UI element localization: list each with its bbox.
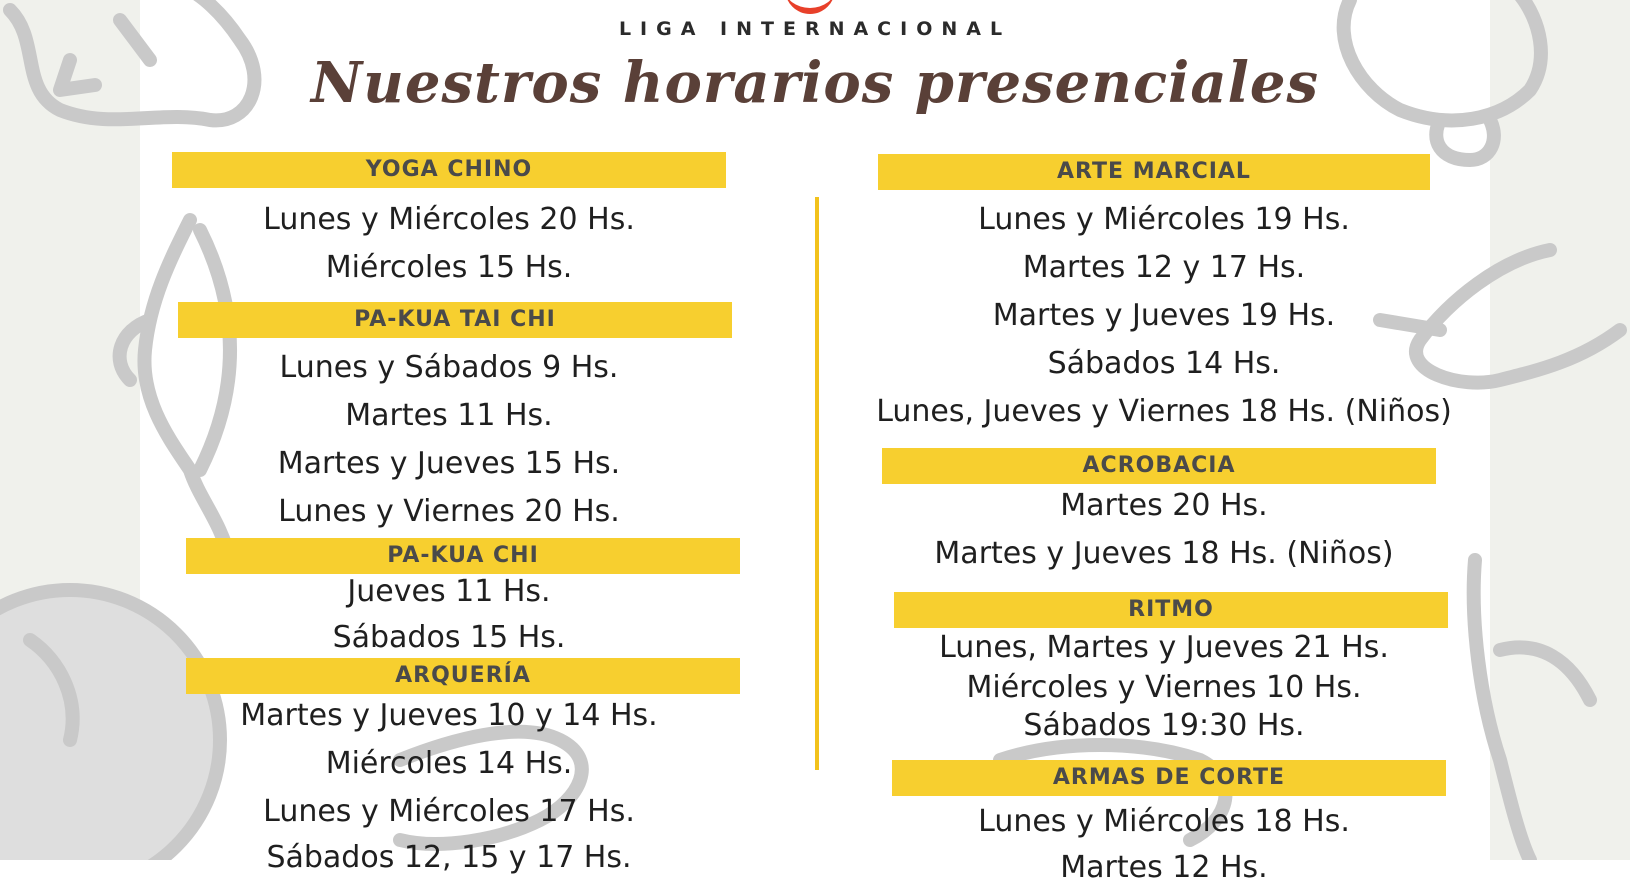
schedule-line: Lunes, Martes y Jueves 21 Hs. [939,630,1389,665]
schedule-line: Miércoles 15 Hs. [325,250,573,285]
schedule-line: Martes 11 Hs. [345,398,553,433]
schedule-line: Sábados 15 Hs. [332,620,566,655]
column-divider [815,197,819,770]
schedule-line: Martes y Jueves 10 y 14 Hs. [240,698,658,733]
section-header-arqueria: ARQUERÍA [186,658,740,694]
schedule-line: Lunes y Miércoles 17 Hs. [263,794,635,829]
schedule-line: Lunes y Miércoles 20 Hs. [263,202,635,237]
schedule-line: Miércoles y Viernes 10 Hs. [966,670,1362,705]
brand-name: LIGA INTERNACIONAL [618,18,1012,40]
page-title: Nuestros horarios presenciales [310,50,1320,116]
section-header-arte-marcial: ARTE MARCIAL [878,154,1430,190]
section-header-ritmo: RITMO [894,592,1448,628]
schedule-line: Miércoles 14 Hs. [325,746,573,781]
schedule-line: Lunes y Miércoles 19 Hs. [978,202,1350,237]
schedule-line: Sábados 14 Hs. [1047,346,1281,381]
section-header-armas-de-corte: ARMAS DE CORTE [892,760,1446,796]
schedule-line: Jueves 11 Hs. [347,574,551,609]
section-header-yoga-chino: YOGA CHINO [172,152,726,188]
schedule-line: Martes 12 y 17 Hs. [1022,250,1306,285]
schedule-line: Sábados 12, 15 y 17 Hs. [266,840,632,875]
schedule-line: Martes y Jueves 19 Hs. [992,298,1336,333]
section-header-acrobacia: ACROBACIA [882,448,1436,484]
section-header-pakua-chi: PA-KUA CHI [186,538,740,574]
schedule-line: Lunes y Miércoles 18 Hs. [978,804,1350,839]
section-header-pakua-tai-chi: PA-KUA TAI CHI [178,302,732,338]
schedule-line: Sábados 19:30 Hs. [1023,708,1305,743]
schedule-line: Martes y Jueves 15 Hs. [277,446,621,481]
schedule-line: Martes 20 Hs. [1060,488,1268,523]
schedule-line: Lunes y Viernes 20 Hs. [278,494,620,529]
schedule-line: Martes y Jueves 18 Hs. (Niños) [934,536,1394,571]
schedule-line: Martes 12 Hs. [1060,850,1268,885]
schedule-line: Lunes, Jueves y Viernes 18 Hs. (Niños) [876,394,1452,429]
schedule-line: Lunes y Sábados 9 Hs. [279,350,619,385]
